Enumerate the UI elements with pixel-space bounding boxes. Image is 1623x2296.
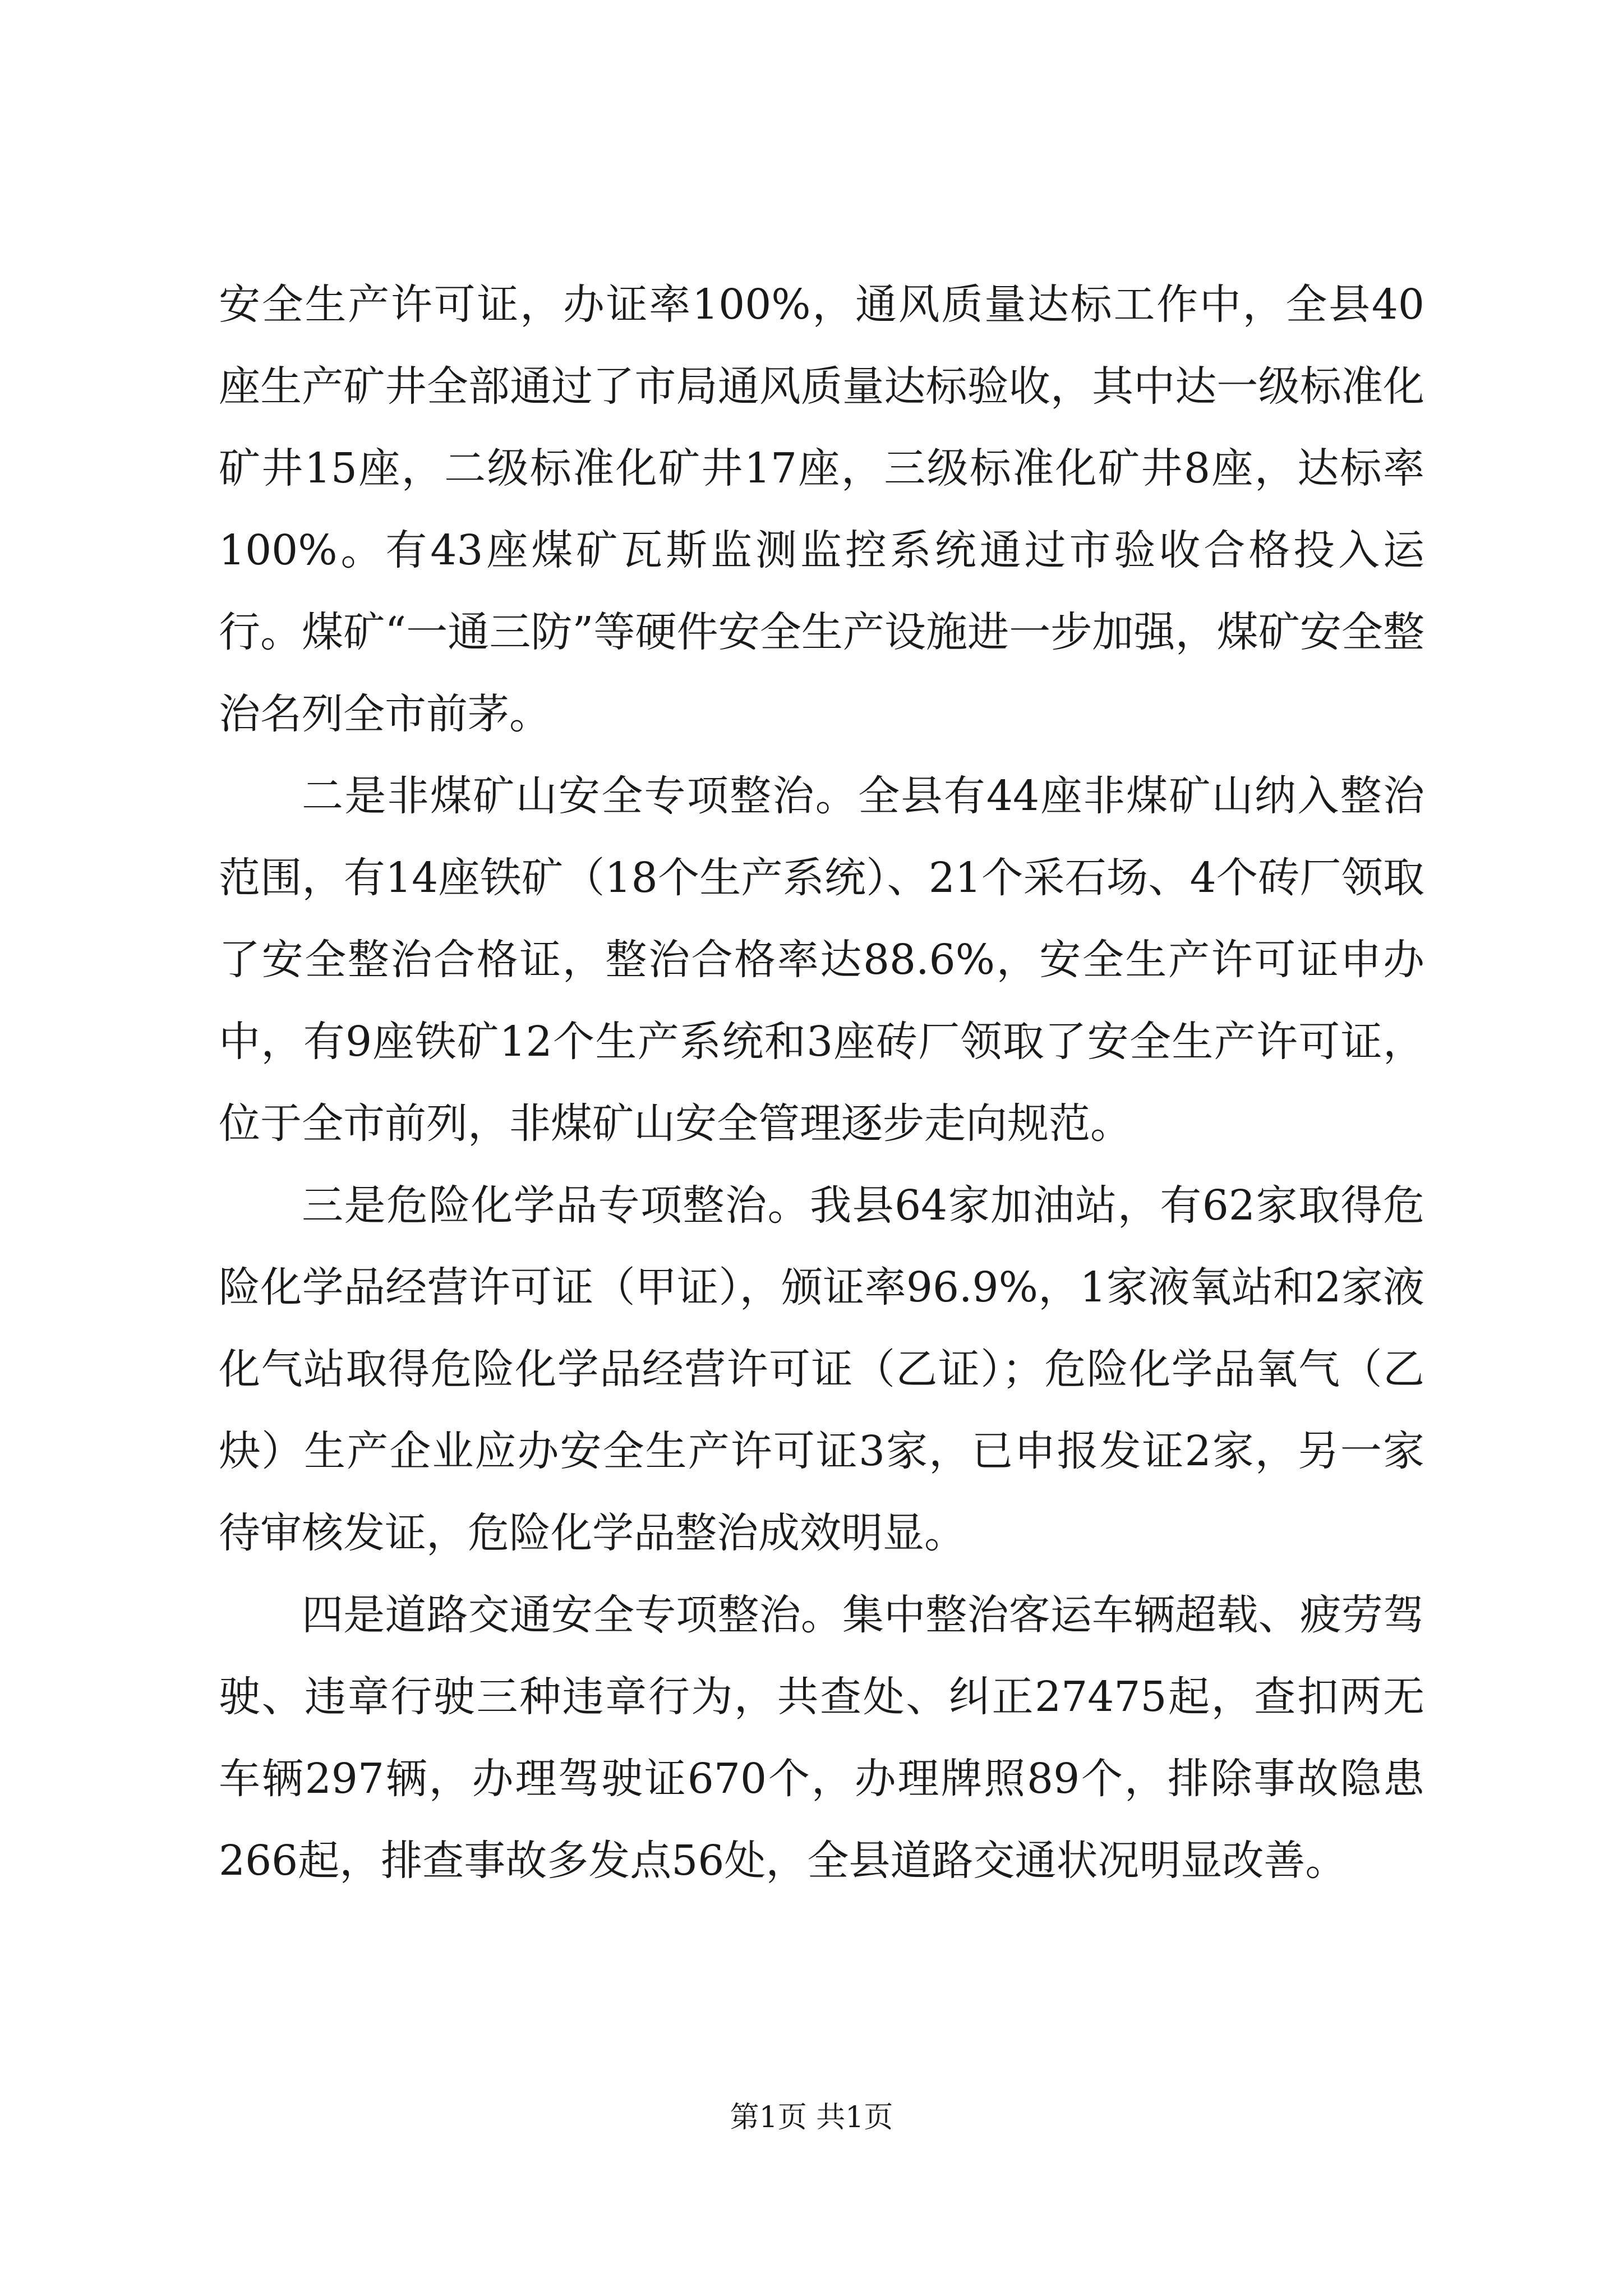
paragraph-continuation: 安全生产许可证，办证率100%，通风质量达标工作中，全县40座生产矿井全部通过了市局通风质量达标验收，其中达一级标准化矿井15座，二级标准化矿井17座，三级标准化矿井8座，达标率100%。有43座煤矿瓦斯监测监控系统通过市验收合格投入运行。煤矿“一通三防”等硬件安全生产设施进一步加强，煤矿安全整治名列全市前茅。 bbox=[219, 280, 1424, 738]
document-body bbox=[219, 264, 1424, 1902]
paragraph-hazardous-chemicals: 三是危险化学品专项整治。我县64家加油站，有62家取得危险化学品经营许可证（甲证），颁证率96.9%，1家液氧站和2家液化气站取得危险化学品经营许可证（乙证）；危险化学品氧气（乙炔）生产企业应办安全生产许可证3家，已申报发证2家，另一家待审核发证，危险化学品整治成效明显。 bbox=[219, 1181, 1424, 1557]
paragraph-road-traffic: 四是道路交通安全专项整治。集中整治客运车辆超载、疲劳驾驶、违章行驶三种违章行为，共查处、纠正27475起，查扣两无车辆297辆，办理驾驶证670个，办理牌照89个，排除事故隐患266起，排查事故多发点56处，全县道路交通状况明显改善。 bbox=[219, 1591, 1424, 1885]
page-footer: 第1页 共1页 bbox=[730, 2101, 893, 2134]
paragraph-non-coal-mines: 二是非煤矿山安全专项整治。全县有44座非煤矿山纳入整治范围，有14座铁矿（18个生产系统）、21个采石场、4个砖厂领取了安全整治合格证，整治合格率达88.6%，安全生产许可证申办中，有9座铁矿12个生产系统和3座砖厂领取了安全生产许可证，位于全市前列，非煤矿山安全管理逐步走向规范。 bbox=[219, 772, 1424, 1148]
